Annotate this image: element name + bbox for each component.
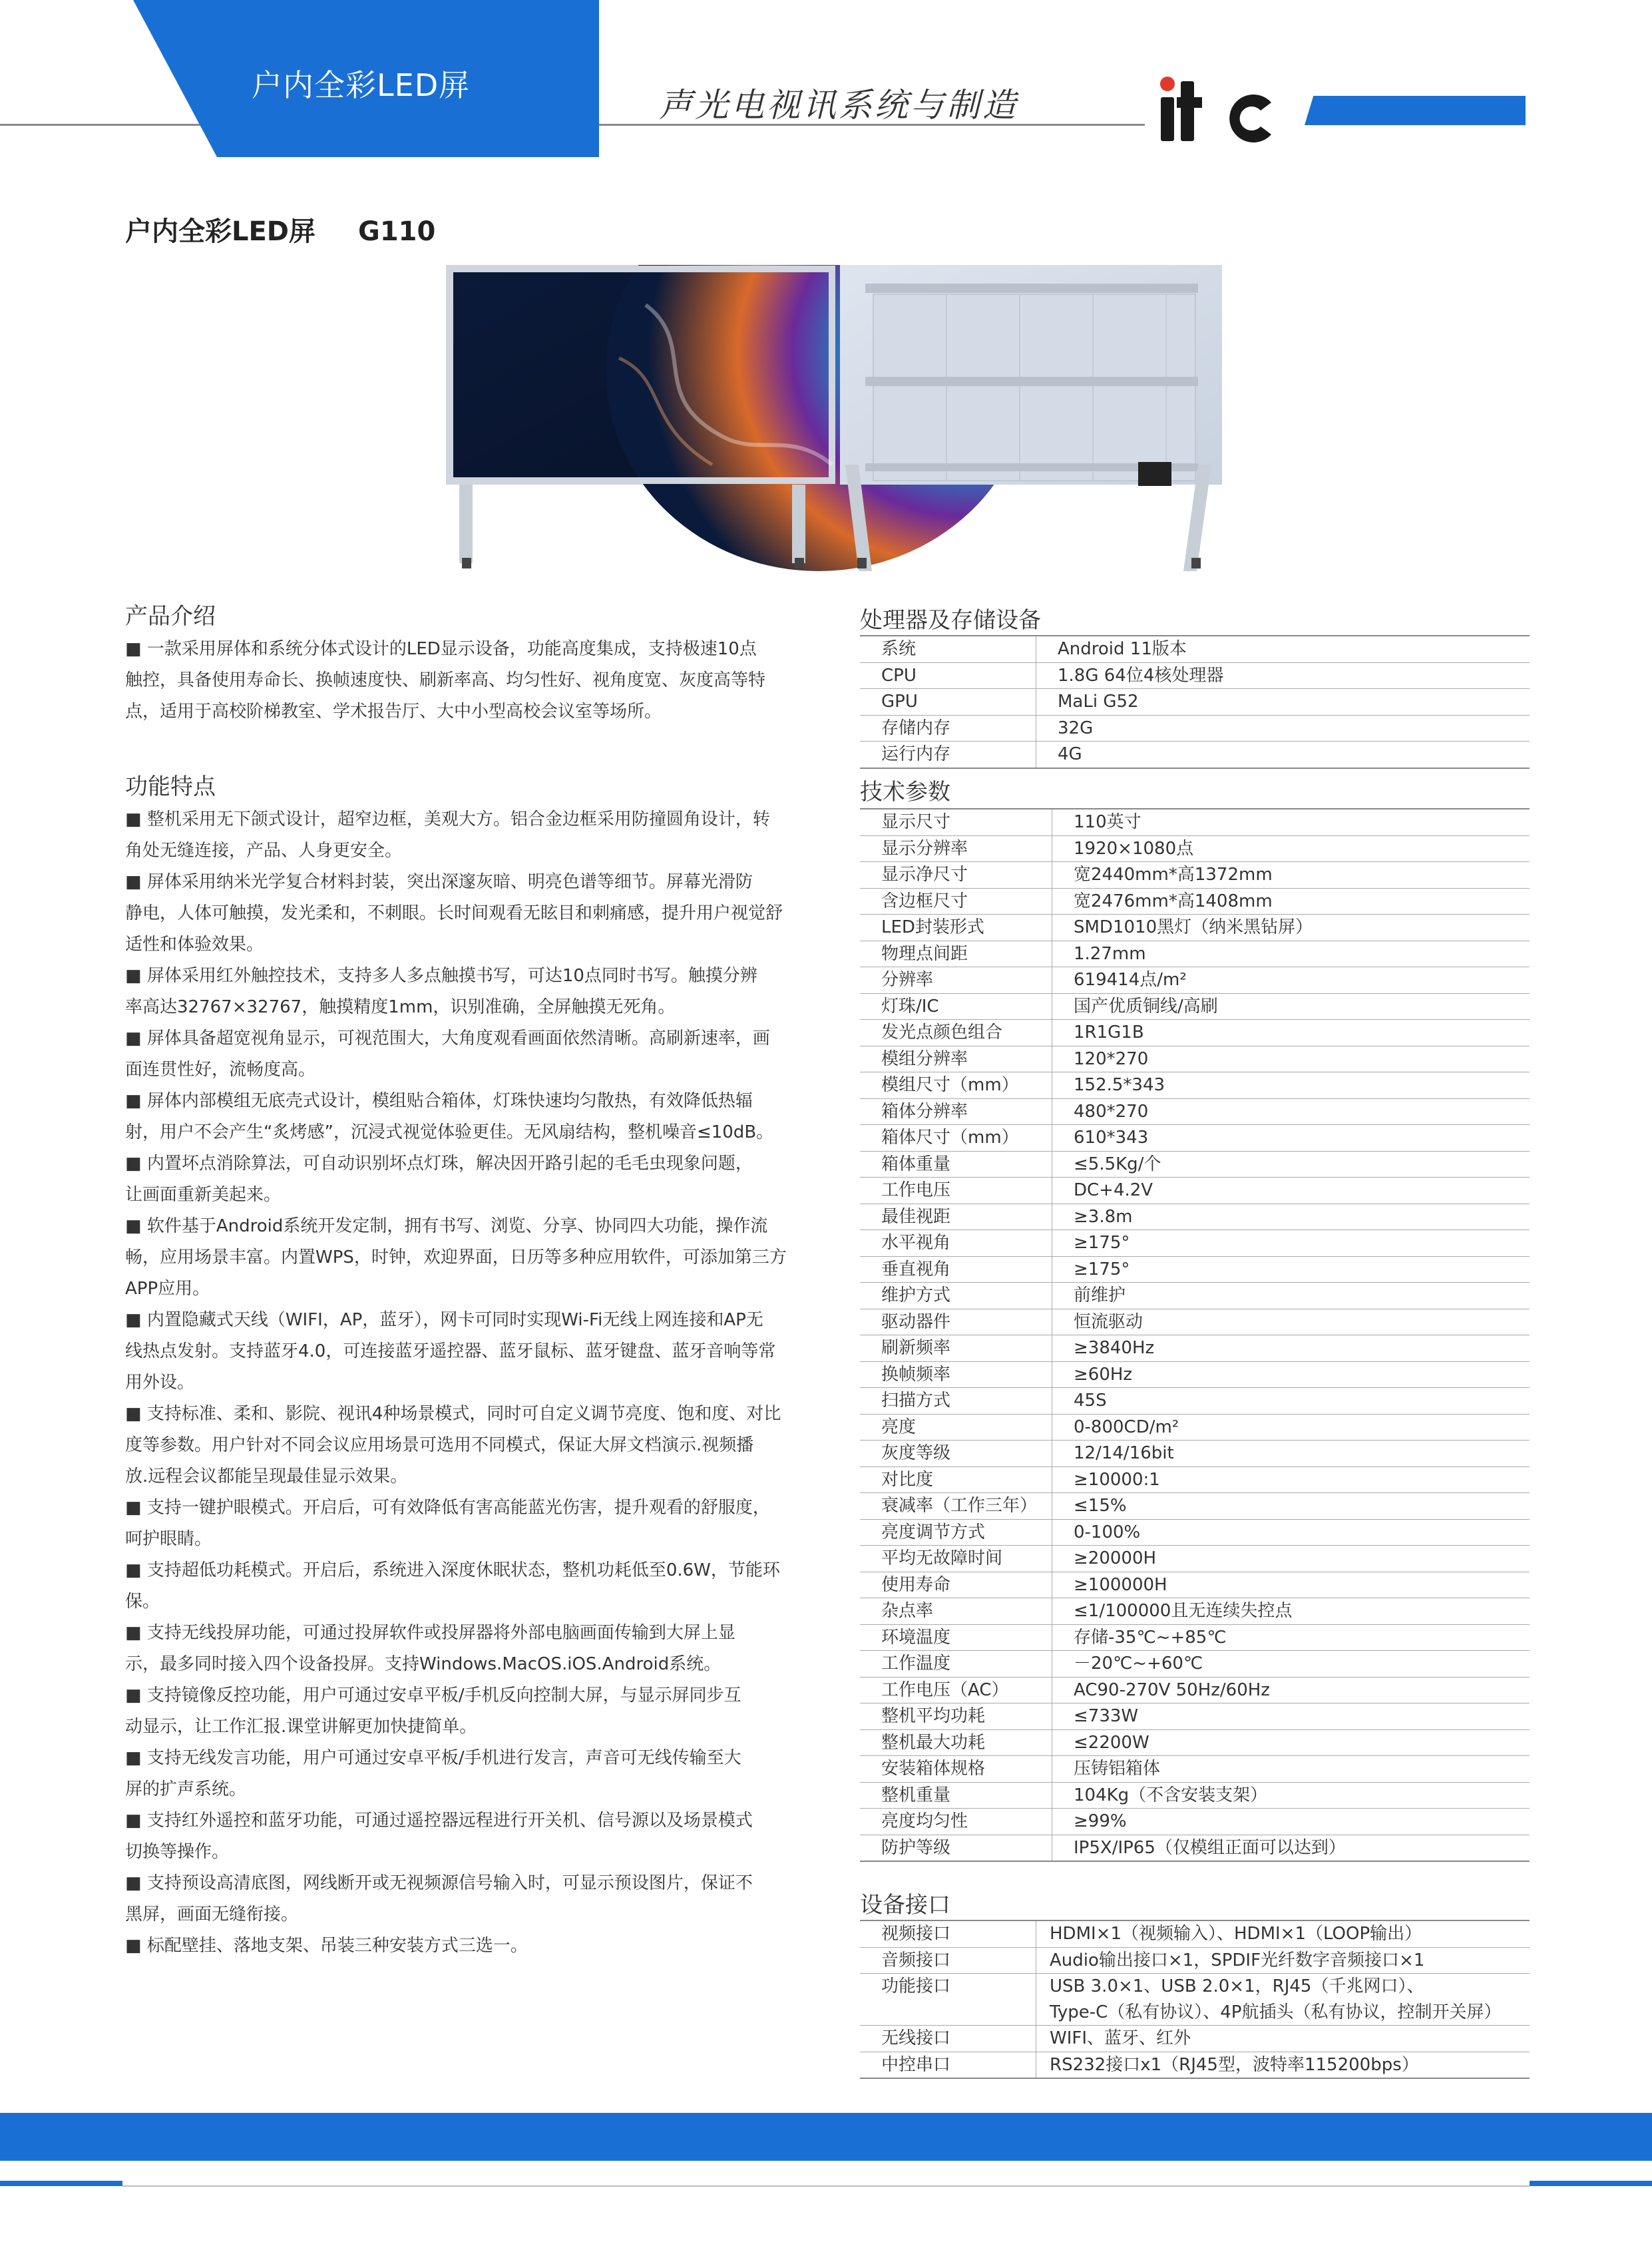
- spec-value: 480*270: [1052, 1098, 1530, 1125]
- spec-value: 45S: [1052, 1388, 1530, 1415]
- spec-value: 1.27mm: [1052, 941, 1530, 967]
- feature-line: ■ 标配壁挂、落地支架、吊装三种安装方式三选一。: [125, 1936, 528, 1956]
- spec-value: 1.8G 64位4核处理器: [1036, 662, 1530, 689]
- table-row: [860, 715, 1530, 742]
- spec-label: 整机重量: [860, 1782, 1052, 1809]
- feature-line: ■ 屏体采用纳米光学复合材料封装，突出深邃灰暗、明亮色谱等细节。屏幕光滑防: [125, 872, 753, 892]
- spec-label: 功能接口: [860, 1974, 1036, 2000]
- intro-line: ■ 一款采用屏体和系统分体式设计的LED显示设备，功能高度集成，支持极速10点: [125, 639, 757, 659]
- feature-line: ■ 支持一键护眼模式。开启后，可有效降低有害高能蓝光伤害，提升观看的舒服度，: [125, 1498, 770, 1518]
- spec-value: 1920×1080点: [1052, 835, 1530, 862]
- spec-label: 驱动器件: [860, 1309, 1052, 1335]
- feature-line: 屏的扩声系统。: [125, 1779, 247, 1799]
- spec-label: 垂直视角: [860, 1256, 1052, 1283]
- feature-line: ■ 内置隐藏式天线（WIFI，AP，蓝牙），网卡可同时实现Wi-Fi无线上网连接和AP无: [125, 1310, 763, 1330]
- feature-line: ■ 支持超低功耗模式。开启后，系统进入深度休眠状态，整机功耗低至0.6W，节能环: [125, 1560, 780, 1580]
- feature-line: 畅，应用场景丰富。内置WPS，时钟，欢迎界面，日历等多种应用软件，可添加第三方: [125, 1247, 787, 1267]
- spec-label: 工作电压（AC）: [860, 1677, 1052, 1703]
- spec-value: 12/14/16bit: [1052, 1441, 1530, 1467]
- spec-value: 国产优质铜线/高刷: [1052, 993, 1530, 1020]
- spec-label: 物理点间距: [860, 941, 1052, 967]
- tech-table: [860, 808, 1530, 1862]
- processor-table: [860, 635, 1530, 769]
- header-slogan: 声光电视讯系统与制造: [659, 86, 1018, 124]
- table-row: [860, 1441, 1530, 1467]
- table-row: [860, 1598, 1530, 1625]
- feature-line: 线热点发射。支持蓝牙4.0，可连接蓝牙遥控器、蓝牙鼠标、蓝牙键盘、蓝牙音响等常: [125, 1341, 776, 1361]
- spec-label: 视频接口: [860, 1920, 1036, 1947]
- spec-label: 箱体重量: [860, 1151, 1052, 1178]
- table-row: [860, 1920, 1530, 1947]
- table-row: [860, 1974, 1530, 2000]
- spec-value: 宽2476mm*高1408mm: [1052, 888, 1530, 915]
- spec-value: 120*270: [1052, 1046, 1530, 1072]
- spec-value: 152.5*343: [1052, 1072, 1530, 1099]
- spec-label: 音频接口: [860, 1947, 1036, 1974]
- product-name: 户内全彩LED屏: [125, 216, 316, 247]
- spec-label: 灯珠/IC: [860, 993, 1052, 1020]
- table-row: [860, 1388, 1530, 1415]
- header-tab-label: 户内全彩LED屏: [252, 67, 471, 103]
- spec-value: ≥3.8m: [1052, 1204, 1530, 1230]
- table-row: [860, 1098, 1530, 1125]
- feature-line: 射，用户不会产生“炙烤感”，沉浸式视觉体验更佳。无风扇结构，整机噪音≤10dB。: [125, 1122, 774, 1142]
- table-row: [860, 1361, 1530, 1388]
- features-title: 功能特点: [125, 774, 216, 800]
- spec-label: CPU: [860, 662, 1036, 689]
- spec-label: 亮度均匀性: [860, 1809, 1052, 1835]
- spec-label: [860, 2000, 1036, 2026]
- feature-line: 角处无缝连接，产品、人身更安全。: [125, 841, 403, 861]
- intro-line: 触控，具备使用寿命长、换帧速度快、刷新率高、均匀性好、视角度宽、灰度高等特: [125, 670, 766, 690]
- spec-value: 32G: [1036, 715, 1530, 742]
- spec-value: Android 11版本: [1036, 636, 1530, 662]
- spec-label: 显示尺寸: [860, 809, 1052, 835]
- spec-label: 显示净尺寸: [860, 862, 1052, 889]
- table-row: [860, 1624, 1530, 1651]
- spec-value: 104Kg（不含安装支架）: [1052, 1782, 1530, 1809]
- processor-title: 处理器及存储设备: [860, 607, 1041, 634]
- spec-value: WIFI、蓝牙、红外: [1036, 2026, 1530, 2052]
- footer-band: [0, 2113, 1652, 2161]
- table-row: [860, 1546, 1530, 1572]
- feature-line: ■ 屏体内部模组无底壳式设计，模组贴合箱体，灯珠快速均匀散热，有效降低热辐: [125, 1091, 753, 1111]
- spec-value: ≥60Hz: [1052, 1361, 1530, 1388]
- spec-value: 恒流驱动: [1052, 1309, 1530, 1335]
- spec-label: 对比度: [860, 1466, 1052, 1493]
- ports-table: [860, 1920, 1530, 2079]
- spec-value: 0-100%: [1052, 1519, 1530, 1546]
- feature-line: 用外设。: [125, 1373, 195, 1393]
- spec-value: AC90-270V 50Hz/60Hz: [1052, 1677, 1530, 1703]
- spec-value: ≥175°: [1052, 1256, 1530, 1283]
- feature-line: ■ 支持红外遥控和蓝牙功能，可通过遥控器远程进行开关机、信号源以及场景模式: [125, 1811, 753, 1831]
- spec-label: LED封装形式: [860, 915, 1052, 941]
- spec-value: Audio输出接口×1，SPDIF光纤数字音频接口×1: [1036, 1947, 1530, 1974]
- spec-value: ≤15%: [1052, 1493, 1530, 1520]
- table-row: [860, 1782, 1530, 1809]
- feature-line: 示，最多同时接入四个设备投屏。支持Windows.MacOS.iOS.Android系统。: [125, 1654, 722, 1674]
- spec-label: 存储内存: [860, 715, 1036, 742]
- table-row: [860, 941, 1530, 967]
- ports-title: 设备接口: [860, 1892, 950, 1918]
- spec-label: 系统: [860, 636, 1036, 662]
- table-row: [860, 2052, 1530, 2078]
- spec-label: 衰减率（工作三年）: [860, 1493, 1052, 1520]
- spec-value: Type-C（私有协议）、4P航插头（私有协议，控制开关屏）: [1050, 2002, 1502, 2022]
- spec-value: IP5X/IP65（仅模组正面可以达到）: [1052, 1835, 1530, 1861]
- table-row: [860, 662, 1530, 689]
- table-row: [860, 1572, 1530, 1598]
- spec-value: 610*343: [1052, 1125, 1530, 1152]
- spec-label: 工作温度: [860, 1651, 1052, 1678]
- spec-value: ≥20000H: [1052, 1546, 1530, 1572]
- spec-value: 存储-35℃~+85℃: [1052, 1624, 1530, 1651]
- spec-value: 619414点/m²: [1052, 967, 1530, 994]
- spec-value: ≥3840Hz: [1052, 1335, 1530, 1362]
- itc-logo: [1158, 73, 1278, 146]
- feature-line: 适性和体验效果。: [125, 935, 264, 955]
- table-row: [860, 1072, 1530, 1099]
- table-row: [860, 1493, 1530, 1520]
- product-model: G110: [358, 216, 436, 247]
- features-text: [125, 804, 791, 1962]
- spec-label: 中控串口: [860, 2052, 1036, 2078]
- spec-value: SMD1010黑灯（纳米黑钻屏）: [1052, 915, 1530, 941]
- spec-value: 压铸铝箱体: [1052, 1756, 1530, 1783]
- table-row: [860, 1204, 1530, 1230]
- spec-label: 无线接口: [860, 2026, 1036, 2052]
- intro-text: [125, 634, 791, 728]
- product-title: [125, 210, 435, 248]
- table-row: [860, 1756, 1530, 1783]
- spec-label: 刷新频率: [860, 1335, 1052, 1362]
- table-row: [860, 1046, 1530, 1072]
- table-row: [860, 1677, 1530, 1703]
- table-row: [860, 1020, 1530, 1046]
- spec-label: 扫描方式: [860, 1388, 1052, 1415]
- table-row: [860, 809, 1530, 835]
- spec-value: 宽2440mm*高1372mm: [1052, 862, 1530, 889]
- spec-label: 模组分辨率: [860, 1046, 1052, 1072]
- feature-line: ■ 内置坏点消除算法，可自动识别坏点灯珠，解决因开路引起的毛毛虫现象问题，: [125, 1154, 753, 1174]
- spec-label: 含边框尺寸: [860, 888, 1052, 915]
- feature-line: 率高达32767×32767，触摸精度1mm，识别准确，全屏触摸无死角。: [125, 997, 676, 1017]
- spec-label: 亮度调节方式: [860, 1519, 1052, 1546]
- spec-label: 环境温度: [860, 1624, 1052, 1651]
- table-row: [860, 2000, 1530, 2026]
- table-row: [860, 1230, 1530, 1257]
- table-row: [860, 835, 1530, 862]
- spec-label: 工作电压: [860, 1178, 1052, 1204]
- table-row: [860, 1414, 1530, 1441]
- feature-line: ■ 屏体具备超宽视角显示，可视范围大，大角度观看画面依然清晰。高刷新速率，画: [125, 1028, 770, 1048]
- spec-label: 维护方式: [860, 1283, 1052, 1309]
- intro-line: 点，适用于高校阶梯教室、学术报告厅、大中小型高校会议室等场所。: [125, 702, 662, 722]
- spec-value: RS232接口x1（RJ45型，波特率115200bps）: [1036, 2052, 1530, 2078]
- table-row: [860, 862, 1530, 889]
- spec-value: ≤5.5Kg/个: [1052, 1151, 1530, 1178]
- spec-value: DC+4.2V: [1052, 1178, 1530, 1204]
- spec-label: 整机最大功耗: [860, 1729, 1052, 1756]
- spec-value: ≤1/100000且无连续失控点: [1052, 1598, 1530, 1625]
- table-row: [860, 1466, 1530, 1493]
- table-row: [860, 967, 1530, 994]
- table-row: [860, 1703, 1530, 1730]
- spec-label: 最佳视距: [860, 1204, 1052, 1230]
- feature-line: ■ 整机采用无下颌式设计，超窄边框，美观大方。铝合金边框采用防撞圆角设计，转: [125, 809, 770, 829]
- spec-label: 安装箱体规格: [860, 1756, 1052, 1783]
- spec-value: －20℃~+60℃: [1052, 1651, 1530, 1678]
- feature-line: 放.远程会议都能呈现最佳显示效果。: [125, 1466, 408, 1486]
- feature-line: ■ 支持无线投屏功能，可通过投屏软件或投屏器将外部电脑画面传输到大屏上显: [125, 1623, 735, 1643]
- table-row: [860, 915, 1530, 941]
- feature-line: 黑屏，画面无缝衔接。: [125, 1905, 299, 1924]
- feature-line: ■ 支持预设高清底图，网线断开或无视频源信号输入时，可显示预设图片，保证不: [125, 1873, 753, 1893]
- table-row: [860, 1178, 1530, 1204]
- footer-accent-left: [0, 2181, 122, 2186]
- table-row: [860, 1651, 1530, 1678]
- spec-value: 1R1G1B: [1052, 1020, 1530, 1046]
- spec-value: 110英寸: [1052, 809, 1530, 835]
- spec-value: MaLi G52: [1036, 689, 1530, 716]
- tech-title: 技术参数: [860, 779, 950, 805]
- spec-label: 换帧频率: [860, 1361, 1052, 1388]
- table-row: [860, 1309, 1530, 1335]
- table-row: [860, 2026, 1530, 2052]
- table-row: [860, 993, 1530, 1020]
- spec-value: HDMI×1（视频输入）、HDMI×1（LOOP输出）: [1036, 1920, 1530, 1947]
- table-row: [860, 888, 1530, 915]
- table-row: [860, 1335, 1530, 1362]
- table-row: [860, 1283, 1530, 1309]
- spec-label: 平均无故障时间: [860, 1546, 1052, 1572]
- feature-line: 让画面重新美起来。: [125, 1185, 282, 1205]
- feature-line: APP应用。: [125, 1279, 210, 1299]
- feature-line: 保。: [125, 1592, 160, 1612]
- table-row: [860, 1125, 1530, 1152]
- table-row: [860, 1151, 1530, 1178]
- feature-line: 静电，人体可触摸，发光柔和，不刺眼。长时间观看无眩目和刺痛感，提升用户视觉舒: [125, 903, 783, 923]
- feature-line: ■ 支持标准、柔和、影院、视讯4种场景模式，同时可自定义调节亮度、饱和度、对比: [125, 1404, 781, 1424]
- product-images: [446, 265, 1225, 578]
- spec-value: 0-800CD/m²: [1052, 1414, 1530, 1441]
- feature-line: 动显示，让工作汇报.课堂讲解更加快捷简单。: [125, 1717, 477, 1737]
- spec-label: 灰度等级: [860, 1441, 1052, 1467]
- feature-line: 面连贯性好，流畅度高。: [125, 1060, 316, 1080]
- feature-line: 呵护眼睛。: [125, 1529, 212, 1549]
- spec-value: ≤2200W: [1052, 1729, 1530, 1756]
- spec-label: 水平视角: [860, 1230, 1052, 1257]
- spec-label: 防护等级: [860, 1835, 1052, 1861]
- table-row: [860, 1519, 1530, 1546]
- intro-title: 产品介绍: [125, 603, 216, 630]
- spec-label: GPU: [860, 689, 1036, 716]
- table-row: [860, 742, 1530, 768]
- spec-value: ≥100000H: [1052, 1572, 1530, 1598]
- table-row: [860, 1809, 1530, 1835]
- spec-label: 显示分辨率: [860, 835, 1052, 862]
- header-accent-bar: [1305, 96, 1526, 125]
- spec-value: ≥175°: [1052, 1230, 1530, 1257]
- spec-value: USB 3.0×1、USB 2.0×1，RJ45（千兆网口）、: [1036, 1974, 1530, 2000]
- feature-line: ■ 支持无线发言功能，用户可通过安卓平板/手机进行发言，声音可无线传输至大: [125, 1748, 741, 1768]
- spec-value: ≤733W: [1052, 1703, 1530, 1730]
- spec-value: ≥10000:1: [1052, 1466, 1530, 1493]
- feature-line: ■ 支持镜像反控功能，用户可通过安卓平板/手机反向控制大屏，与显示屏同步互: [125, 1685, 741, 1705]
- feature-line: ■ 软件基于Android系统开发定制，拥有书写、浏览、分享、协同四大功能，操作流: [125, 1216, 768, 1236]
- spec-label: 运行内存: [860, 742, 1036, 768]
- spec-label: 亮度: [860, 1414, 1052, 1441]
- feature-line: ■ 屏体采用红外触控技术，支持多人多点触摸书写，可达10点同时书写。触摸分辨: [125, 966, 757, 986]
- table-row: [860, 1729, 1530, 1756]
- spec-label: 箱体尺寸（mm）: [860, 1125, 1052, 1152]
- spec-value: ≥99%: [1052, 1809, 1530, 1835]
- table-row: [860, 1947, 1530, 1974]
- table-row: [860, 636, 1530, 662]
- spec-label: 杂点率: [860, 1598, 1052, 1625]
- spec-label: 发光点颜色组合: [860, 1020, 1052, 1046]
- footer-accent-right: [1530, 2181, 1652, 2186]
- spec-label: 箱体分辨率: [860, 1098, 1052, 1125]
- spec-value: 4G: [1036, 742, 1530, 768]
- table-row: [860, 1835, 1530, 1861]
- footer-divider: [122, 2185, 1530, 2187]
- spec-label: 模组尺寸（mm）: [860, 1072, 1052, 1099]
- spec-label: 使用寿命: [860, 1572, 1052, 1598]
- spec-label: 整机平均功耗: [860, 1703, 1052, 1730]
- spec-value: 前维护: [1052, 1283, 1530, 1309]
- table-row: [860, 1256, 1530, 1283]
- feature-line: 度等参数。用户针对不同会议应用场景可选用不同模式，保证大屏文档演示.视频播: [125, 1435, 754, 1455]
- spec-label: 分辨率: [860, 967, 1052, 994]
- table-row: [860, 689, 1530, 716]
- feature-line: 切换等操作。: [125, 1842, 230, 1862]
